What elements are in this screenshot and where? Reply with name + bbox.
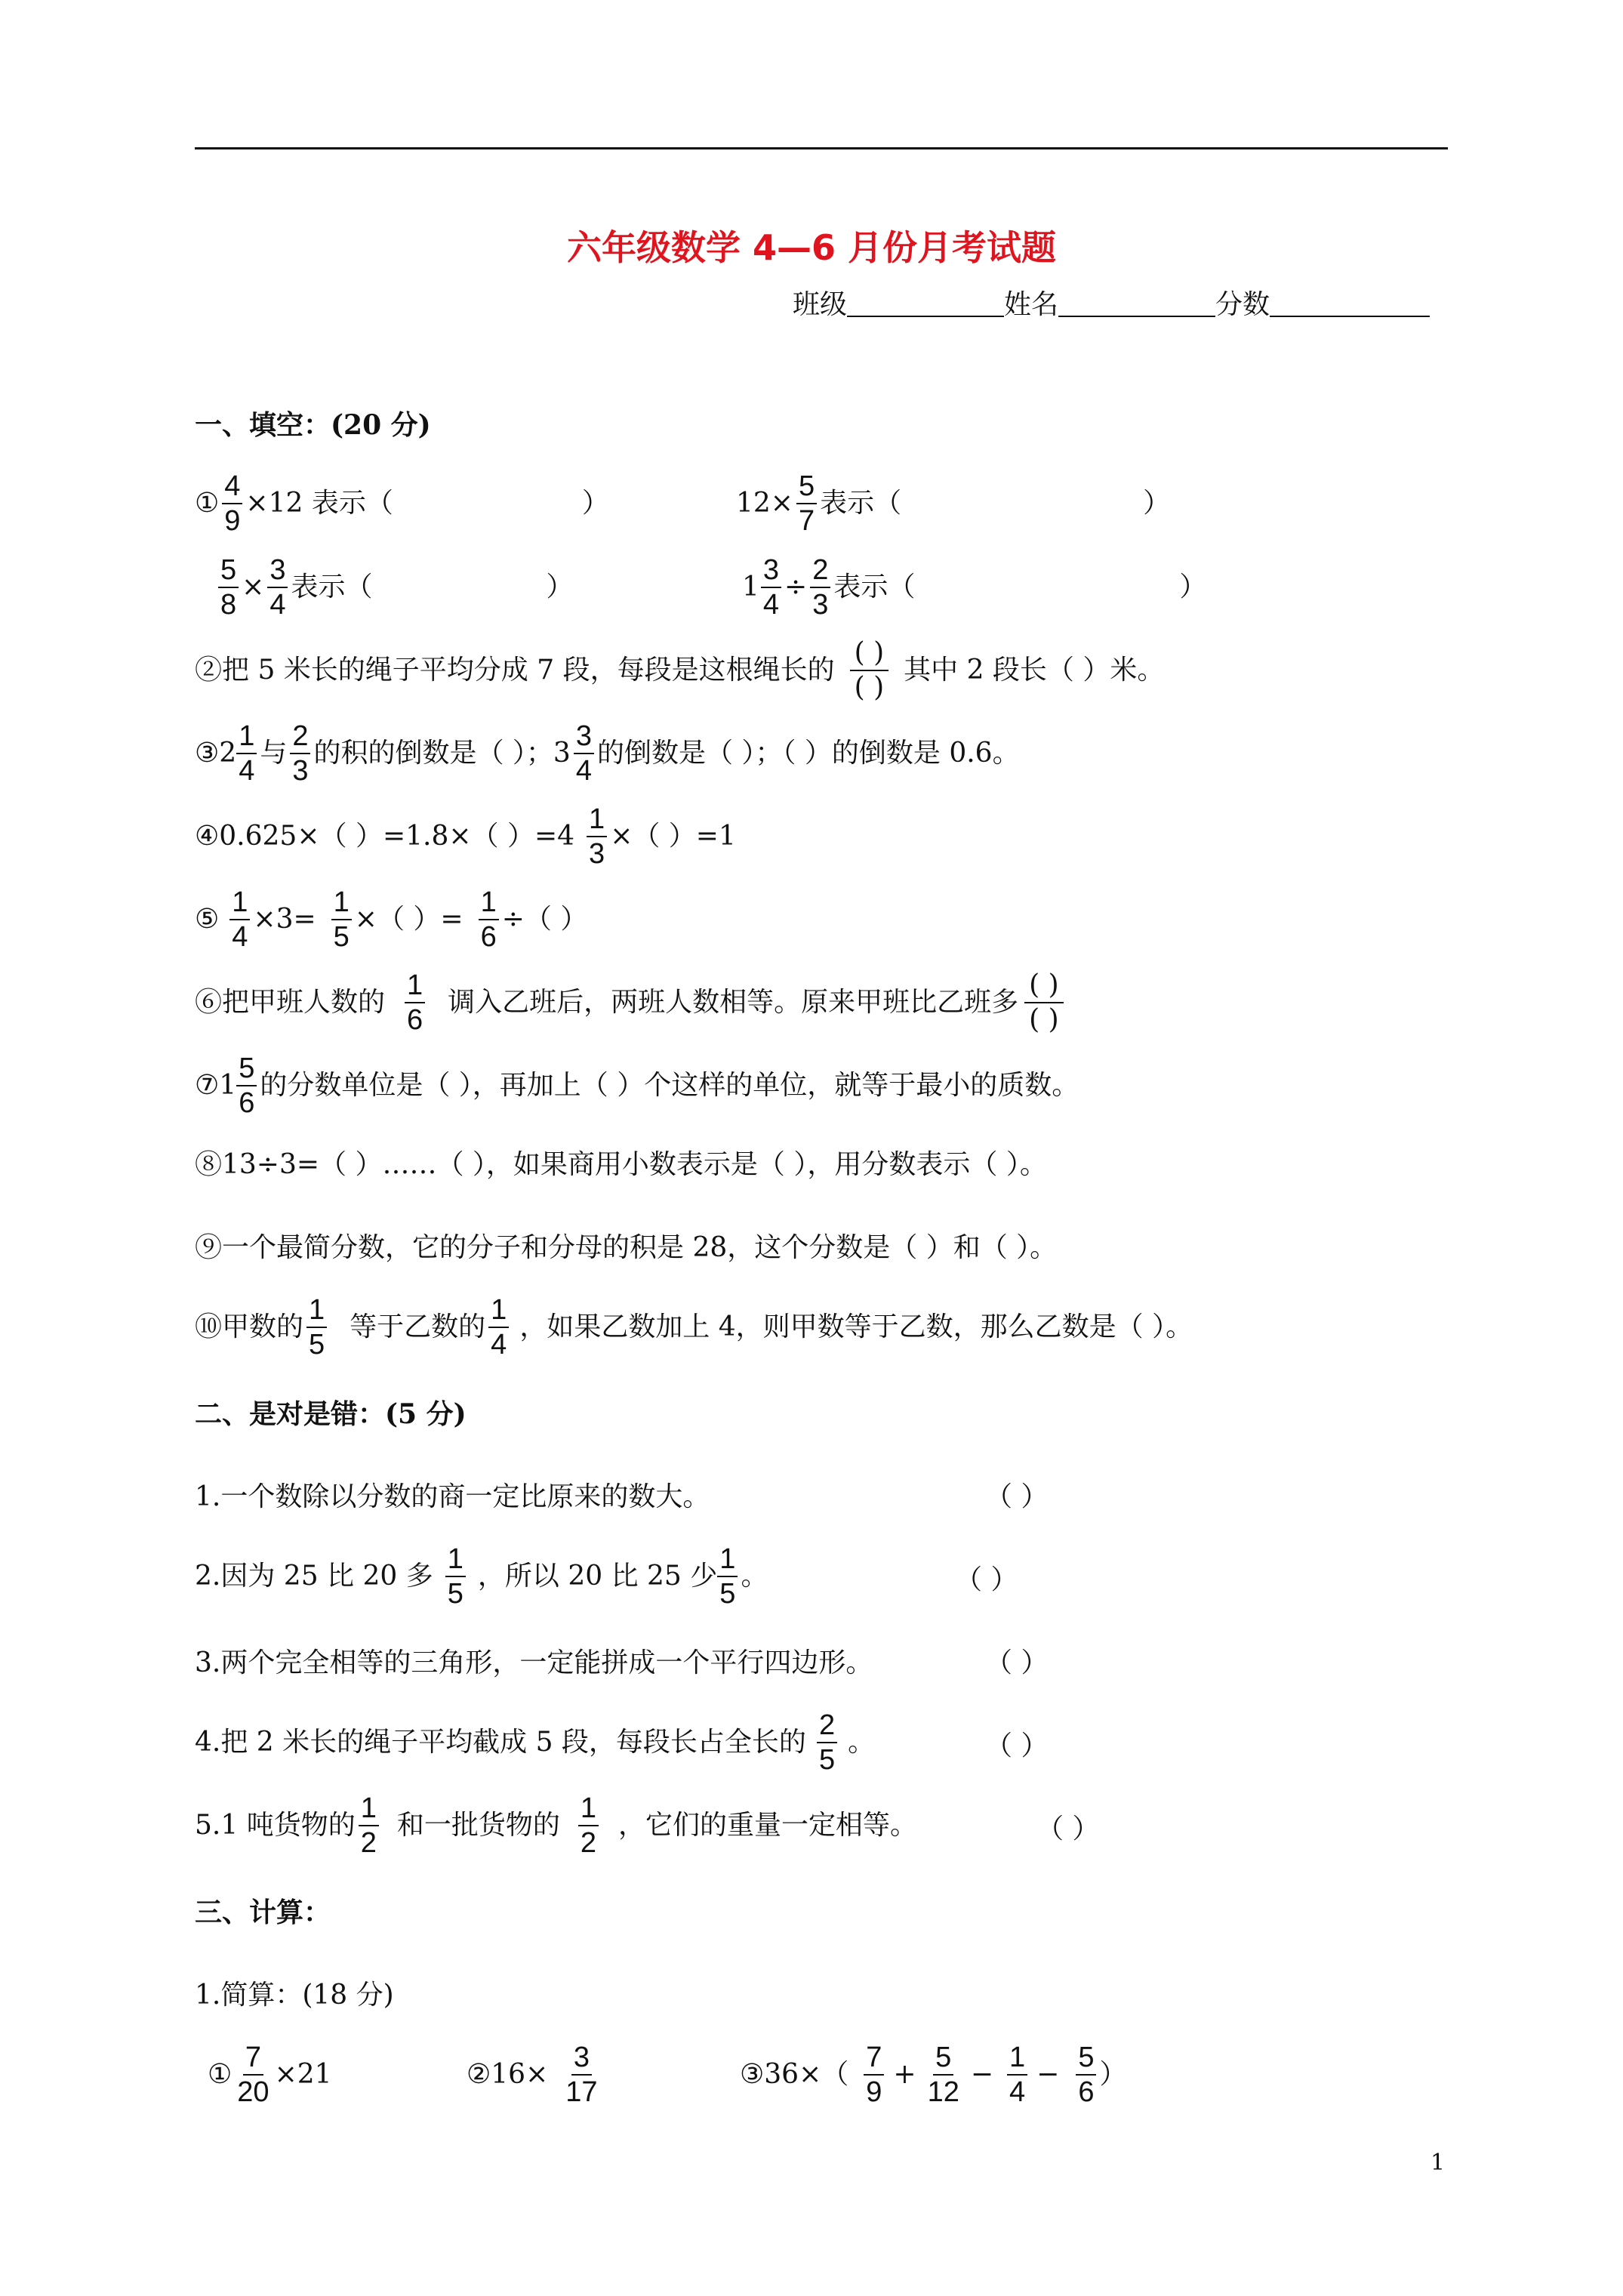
- p3-text: ③36×（: [740, 2059, 849, 2090]
- q7-fraction: $\frac{5}{6}$: [236, 1052, 257, 1120]
- section1-heading: 一、填空：(20 分): [195, 409, 431, 441]
- q1b-pre: 12×: [736, 488, 793, 519]
- class-label: 班级: [793, 289, 848, 320]
- tf2-fraction2: $\frac{1}{5}$: [717, 1542, 738, 1610]
- calc-p2: [467, 2041, 603, 2109]
- q10-row: [195, 1293, 1193, 1361]
- tf-bracket-3[interactable]: （ ）: [985, 1647, 1049, 1678]
- q2-blank-fraction[interactable]: ( ) ( ): [850, 636, 889, 704]
- q1d-text: 表示（: [833, 572, 916, 603]
- section2-heading: 二、是对是错：(5 分): [195, 1398, 467, 1430]
- q6-blank-fraction[interactable]: ( ) ( ): [1024, 969, 1064, 1037]
- q10-fraction1: $\frac{1}{5}$: [306, 1293, 327, 1361]
- q1c-close: ）: [546, 572, 574, 603]
- q3-mid: 与: [260, 738, 288, 769]
- p3-fraction3: $\frac{1}{4}$: [1007, 2041, 1027, 2109]
- q5-row: [195, 886, 587, 954]
- q3-text2: 的倒数是（ ）；（ ）的倒数是 0.6。: [596, 738, 1020, 769]
- q5-t2: ×（ ）=: [354, 904, 463, 935]
- q1d-op: ÷: [784, 572, 808, 603]
- q1c-fraction2: $\frac{3}{4}$: [267, 553, 288, 621]
- q7-text: 的分数单位是（ ），再加上（ ）个这样的单位，就等于最小的质数。: [260, 1070, 1079, 1101]
- q1d-whole: 1: [742, 572, 759, 603]
- q8-text: ⑧13÷3=（ ）……（ ），如果商用小数表示是（ ），用分数表示（ ）。: [195, 1149, 1047, 1180]
- q5-fraction3: $\frac{1}{6}$: [479, 886, 499, 954]
- tf5-text-c: ，它们的重量一定相等。: [618, 1810, 918, 1841]
- tf-item-1: 1.一个数除以分数的商一定比原来的数大。: [195, 1481, 710, 1512]
- q7-pre: ⑦1: [195, 1070, 237, 1101]
- section3-sub1: 1.简算：(18 分): [195, 1980, 394, 2011]
- p3-op1: +: [893, 2059, 916, 2090]
- q1b-fraction: $\frac{5}{7}$: [796, 470, 817, 538]
- p3-fraction4: $\frac{5}{6}$: [1076, 2041, 1096, 2109]
- q1-row2d: [742, 553, 1206, 621]
- q4-text2: ×（ ）=1: [610, 821, 736, 852]
- q1d-fraction2: $\frac{2}{3}$: [810, 553, 830, 621]
- score-field[interactable]: [1270, 293, 1430, 317]
- q1c-text: 表示（: [291, 572, 373, 603]
- header-rule: [195, 147, 1448, 149]
- p1-fraction: $\frac{7}{20}$: [237, 2042, 269, 2108]
- q3-pre: ③2: [195, 738, 237, 769]
- q1d-close: ）: [1179, 572, 1207, 603]
- tf2-text-a: 2.因为 25 比 20 多: [195, 1561, 433, 1592]
- tf5-text-a: 5.1 吨货物的: [195, 1810, 356, 1841]
- q1-row1b: [736, 470, 1170, 538]
- tf-item-4: [195, 1709, 875, 1777]
- p1-marker: ①: [208, 2059, 233, 2090]
- tf-bracket-4[interactable]: （ ）: [985, 1730, 1049, 1761]
- q6-text2: 调入乙班后，两班人数相等。原来甲班比乙班多: [448, 987, 1019, 1018]
- q3-text1: 的积的倒数是（ ）；3: [313, 738, 571, 769]
- tf-item-2: [195, 1542, 768, 1610]
- score-label: 分数: [1215, 289, 1270, 320]
- q10-text2: 等于乙数的: [350, 1311, 486, 1342]
- q10-fraction2: $\frac{1}{4}$: [488, 1293, 509, 1361]
- tf-bracket-2[interactable]: （ ）: [955, 1564, 1018, 1595]
- tf4-text: 4.把 2 米长的绳子平均截成 5 段，每段长占全长的: [195, 1727, 806, 1758]
- q5-t1: ×3=: [253, 904, 316, 935]
- q1c-op: ×: [242, 572, 265, 603]
- q10-text3: ，如果乙数加上 4，则甲数等于乙数，那么乙数是（ ）。: [519, 1311, 1193, 1342]
- p3-fraction1: $\frac{7}{9}$: [864, 2041, 884, 2109]
- q2-text2: 其中 2 段长（ ）米。: [904, 655, 1165, 686]
- calc-p1: [208, 2041, 332, 2109]
- q1-marker: ①: [195, 488, 220, 519]
- q1b-text: 表示（: [820, 488, 902, 519]
- q3-row: [195, 720, 1020, 787]
- p2-text: ②16×: [467, 2059, 549, 2090]
- page-title: 六年级数学 4—6 月份月考试题: [566, 227, 1057, 268]
- q4-row: [195, 803, 736, 871]
- tf2-text-c: 。: [741, 1561, 768, 1592]
- q5-fraction1: $\frac{1}{4}$: [229, 886, 250, 954]
- q2-text1: ②把 5 米长的绳子平均分成 7 段，每段是这根绳长的: [195, 655, 835, 686]
- q3-fraction1: $\frac{1}{4}$: [236, 720, 257, 787]
- q1b-close: ）: [1143, 488, 1171, 519]
- p2-fraction: $\frac{3}{17}$: [565, 2042, 598, 2108]
- p3-fraction2: $\frac{5}{12}$: [927, 2042, 959, 2108]
- q1-row1: [195, 470, 609, 538]
- name-field[interactable]: [1058, 293, 1215, 317]
- tf-item-5: [195, 1792, 917, 1860]
- q1a-close: ）: [581, 488, 609, 519]
- p1-text: ×21: [274, 2059, 332, 2090]
- q1d-fraction1: $\frac{3}{4}$: [761, 553, 781, 621]
- tf4-fraction: $\frac{2}{5}$: [817, 1709, 837, 1777]
- tf5-fraction2: $\frac{1}{2}$: [578, 1792, 599, 1860]
- page-number: 1: [1431, 2150, 1446, 2176]
- p3-close: ）: [1099, 2059, 1127, 2090]
- q4-text1: ④0.625×（ ）=1.8×（ ）=4: [195, 821, 575, 852]
- tf4-text-b: 。: [848, 1727, 876, 1758]
- q9-text: ⑨一个最简分数，它的分子和分母的积是 28，这个分数是（ ）和（ ）。: [195, 1232, 1058, 1263]
- q6-text1: ⑥把甲班人数的: [195, 987, 386, 1018]
- tf-item-3: 3.两个完全相等的三角形，一定能拼成一个平行四边形。: [195, 1647, 873, 1678]
- q5-fraction2: $\frac{1}{5}$: [331, 886, 352, 954]
- tf-bracket-5[interactable]: （ ）: [1036, 1814, 1100, 1845]
- q3-fraction2: $\frac{2}{3}$: [290, 720, 310, 787]
- student-info-row: [793, 291, 1430, 319]
- q1a-text: ×12 表示（: [245, 488, 393, 519]
- q1-row2: [215, 553, 573, 621]
- q1c-fraction1: $\frac{5}{8}$: [218, 553, 239, 621]
- calc-p3: [740, 2041, 1126, 2109]
- q6-fraction: $\frac{1}{6}$: [405, 969, 425, 1037]
- q5-t3: ÷（ ）: [501, 904, 588, 935]
- q5-marker: ⑤: [195, 904, 220, 935]
- tf5-fraction1: $\frac{1}{2}$: [359, 1792, 379, 1860]
- q10-text1: ⑩甲数的: [195, 1311, 304, 1342]
- q1a-fraction: $\frac{4}{9}$: [222, 470, 242, 538]
- class-field[interactable]: [847, 293, 1004, 317]
- section3-heading: 三、计算：: [195, 1897, 331, 1928]
- q6-row: [195, 969, 1070, 1037]
- q2-row: [195, 636, 1164, 704]
- tf5-text-b: 和一批货物的: [396, 1810, 560, 1841]
- q4-fraction: $\frac{1}{3}$: [587, 803, 607, 871]
- q7-row: [195, 1052, 1079, 1120]
- tf2-text-b: ，所以 20 比 25 少: [477, 1561, 718, 1592]
- q3-fraction3: $\frac{3}{4}$: [574, 720, 594, 787]
- p3-op3: −: [1036, 2059, 1060, 2090]
- name-label: 姓名: [1004, 289, 1059, 320]
- tf-bracket-1[interactable]: （ ）: [985, 1481, 1049, 1512]
- tf2-fraction1: $\frac{1}{5}$: [445, 1542, 466, 1610]
- p3-op2: −: [970, 2059, 994, 2090]
